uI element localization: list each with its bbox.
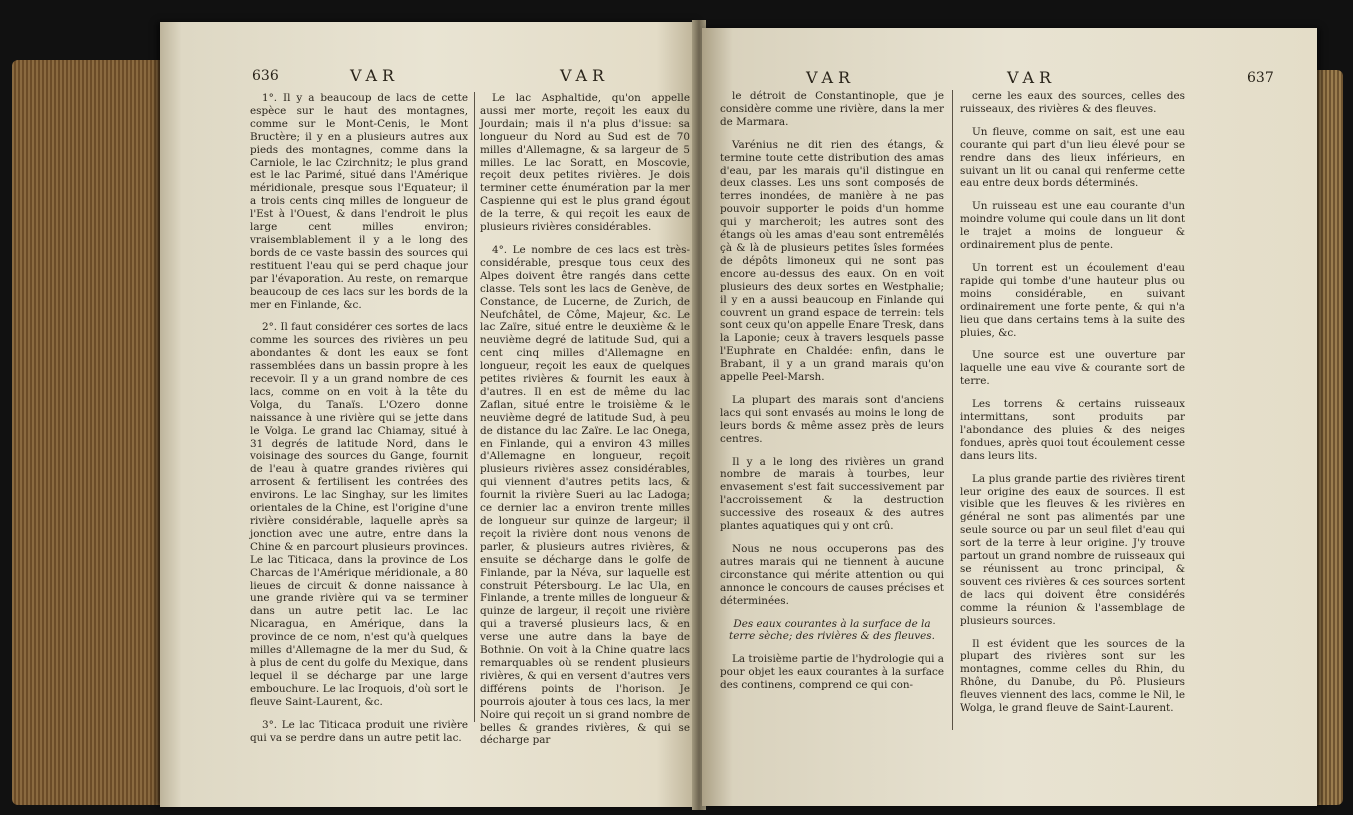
paragraph: Nous ne nous occuperons pas des autres marais qui ne tiennent à aucune circonstance qui mérite attention ou qui annonce le concours de causes précises et déterminées. [720, 543, 944, 607]
left-running-head-2: VAR [560, 66, 610, 85]
right-column-1 [720, 90, 944, 702]
left-running-head-1: VAR [350, 66, 400, 85]
column-rule [474, 92, 475, 722]
paragraph: Le lac Asphaltide, qu'on appelle aussi mer morte, reçoit les eaux du Jourdain; mais il n'a plus d'issue: sa longueur du Nord au Sud est de 70 milles d'Allemagne, & sa largeur de 5 milles. Le lac Soratt, en Moscovie, reçoit deux petites rivières. Je dois terminer cette énumération par la mer Caspienne qui est le plus grand égout de la terre, & qui reçoit les eaux de plusieurs rivières considérables. [480, 92, 690, 234]
right-page-number: 637 [1247, 70, 1274, 86]
paragraph: 3°. Le lac Titicaca produit une rivière qui va se perdre dans un autre petit lac. [250, 718, 468, 744]
left-column-1 [250, 92, 468, 754]
right-running-head-1: VAR [806, 68, 856, 87]
paragraph: Un fleuve, comme on sait, est une eau courante qui part d'un lieu élevé pour se rendre dans des lieux inférieurs, en suivant un lit ou canal qui renferme cette eau entre deux bords déterminés. [960, 125, 1185, 190]
paragraph: La troisième partie de l'hydrologie qui a pour objet les eaux courantes à la surface des continens, comprend ce qui con- [720, 653, 944, 692]
paragraph: cerne les eaux des sources, celles des ruisseaux, des rivières & des fleuves. [960, 90, 1185, 115]
paragraph: Il est évident que les sources de la plupart des rivières sont sur les montagnes, comme celles du Rhin, du Rhône, du Danube, du Pô. Plusieurs fleuves viennent des lacs, comme le Nil, le Wolga, le grand fleuve de Saint-Laurent. [960, 637, 1185, 715]
column-rule [952, 90, 953, 730]
paragraph: La plus grande partie des rivières tirent leur origine des eaux de sources. Il est visible que les fleuves & les rivières en général ne sont pas alimentés par une seule source ou par un seul filet d'eau qui sort de la terre à leur origine. J'y trouve partout un grand nombre de ruisseaux qui se réunissent au tronc principal, & souvent ces rivières & ces sources sortent de lacs qui doivent être considérés comme la réunion & l'assemblage de plusieurs sources. [960, 472, 1185, 627]
left-column-2 [480, 92, 690, 757]
left-page-edges [12, 60, 162, 805]
left-page [160, 22, 700, 807]
paragraph: Un ruisseau est une eau courante d'un moindre volume qui coule dans un lit dont le trajet a moins de longueur & ordinairement plus de pente. [960, 200, 1185, 252]
paragraph: Une source est une ouverture par laquelle une eau vive & courante sort de terre. [960, 349, 1185, 388]
paragraph: Il y a le long des rivières un grand nombre de marais à tourbes, leur envasement s'est fait successivement par l'accroissement & la destruction successive des roseaux & des autres plantes aquatiques qui y ont crû. [720, 455, 944, 533]
paragraph: Un torrent est un écoulement d'eau rapide qui tombe d'une hauteur plus ou moins considérable, en suivant ordinairement une forte pente, & qui n'a lieu que dans certains tems à la suite des pluies, &c. [960, 261, 1185, 339]
section-heading: Des eaux courantes à la surface de la terre sèche; des rivières & des fleuves. [729, 617, 935, 643]
left-page-number: 636 [252, 68, 279, 84]
paragraph: Les torrens & certains ruisseaux intermittans, sont produits par l'abondance des pluies & des neiges fondues, après quoi tout écoulement cesse dans leurs lits. [960, 398, 1185, 462]
right-page [702, 28, 1317, 806]
paragraph: 4°. Le nombre de ces lacs est très-considérable, presque tous ceux des Alpes doivent être rangés dans cette classe. Tels sont les lacs de Genève, de Constance, de Lucerne, de Zurich, de Neufchâtel, de Côme, Majeur, &c. Le lac Zaïre, situé entre le deuxième & le neuvième degré de latitude Sud, qui a cent cinq milles d'Allemagne en longueur, reçoit les eaux de quelques petites rivières & fournit les eaux à d'autres. Il en est de même du lac Zaflan, situé entre le troisième & le neuvième degré de latitude Sud, à peu de distance du lac Zaïre. Le lac Onega, en Finlande, qui a environ 43 milles d'Allemagne en longueur, reçoit plusieurs rivières assez considérables, qui viennent d'autres petits lacs, & fournit la rivière Sueri au lac Ladoga; ce dernier lac a environ trente milles de longueur sur quinze de largeur; il reçoit la rivière dont nous venons de parler, & plusieurs autres rivières, & ensuite se décharge dans le golfe de Finlande, par la Néva, sur laquelle est construit Pétersbourg. Le lac Ula, en Finlande, a trente milles de longueur & quinze de largeur, il reçoit une rivière qui a traversé plusieurs lacs, & en verse une autre dans la baye de Bothnie. On voit à la Chine quatre lacs remarquables où se rendent plusieurs rivières, & qui en versent d'autres vers différens points de l'horison. Je pourrois ajouter à tous ces lacs, la mer Noire qui reçoit un si grand nombre de belles & grandes rivières, & qui se décharge par [480, 243, 690, 747]
right-column-2 [960, 90, 1185, 725]
paragraph: Varénius ne dit rien des étangs, & termine toute cette distribution des amas d'eau, par les marais qu'il distingue en deux classes. Les uns sont composés de terres inondées, de manière à ne pas pouvoir supporter le poids d'un homme qui y marcheroit; les autres sont des étangs où les amas d'eau sont entremêlés çà & là de plusieurs petites îsles formées de dépôts limoneux qui ne sont pas encore au-dessus des eaux. On en voit plusieurs des deux sortes en Westphalie; il y en a aussi beaucoup en Finlande qui couvrent un grand espace de terrein: tels sont ceux qu'on appelle Enare Tresk, dans la Laponie; ceux à travers lesquels passe l'Euphrate en Chaldée: enfin, dans le Brabant, il y a un grand marais qu'on appelle Peel-Marsh. [720, 138, 944, 384]
paragraph: le détroit de Constantinople, que je considère comme une rivière, dans la mer de Marmara. [720, 90, 944, 128]
paragraph: 2°. Il faut considérer ces sortes de lacs comme les sources des rivières un peu abondantes & dont les eaux se font rassemblées dans un bassin propre à les recevoir. Il y a un grand nombre de ces lacs, comme on en voit à la tête du Volga, du Tanaïs. L'Ozero donne naissance à une rivière qui se jette dans le Volga. Le grand lac Chiamay, situé à 31 degrés de latitude Nord, dans le voisinage des sources du Gange, fournit de l'eau à quatre grandes rivières qui arrosent & fertilisent les contrées des environs. Le lac Singhay, sur les limites orientales de la Chine, est l'origine d'une rivière considérable, laquelle après sa jonction avec une autre, entre dans la Chine & en parcourt plusieurs provinces. Le lac Titicaca, dans la province de Los Charcas de l'Amérique méridionale, a 80 lieues de circuit & donne naissance à une grande rivière qui va se terminer dans un autre petit lac. Le lac Nicaragua, en Amérique, dans la province de ce nom, n'est qu'à quelques milles d'Allemagne de la mer du Sud, & à plus de cent du golfe du Mexique, dans lequel il se décharge par une large embouchure. Le lac Iroquois, d'où sort le fleuve Saint-Laurent, &c. [250, 321, 468, 708]
right-page-edges [1315, 70, 1343, 805]
right-running-head-2: VAR [1007, 68, 1057, 87]
paragraph: La plupart des marais sont d'anciens lacs qui sont envasés au moins le long de leurs bords & même assez près de leurs centres. [720, 393, 944, 445]
paragraph: 1°. Il y a beaucoup de lacs de cette espèce sur le haut des montagnes, comme sur le Mont-Cenis, le Mont Bructère; il y en a plusieurs autres aux pieds des montagnes, comme dans la Carniole, le lac Czirchnitz; le plus grand est le lac Parimé, situé dans l'Amérique méridionale, presque sous l'Equateur; il a trois cents cinq milles de longueur de l'Est à l'Ouest, & dans l'endroit le plus large cent milles environ; vraisemblablement il y a le long des bords de ce vaste bassin des sources qui restituent l'eau qui se perd chaque jour par l'évaporation. Au reste, on remarque beaucoup de ces lacs sur les bords de la mer en Finlande, &c. [250, 92, 468, 311]
